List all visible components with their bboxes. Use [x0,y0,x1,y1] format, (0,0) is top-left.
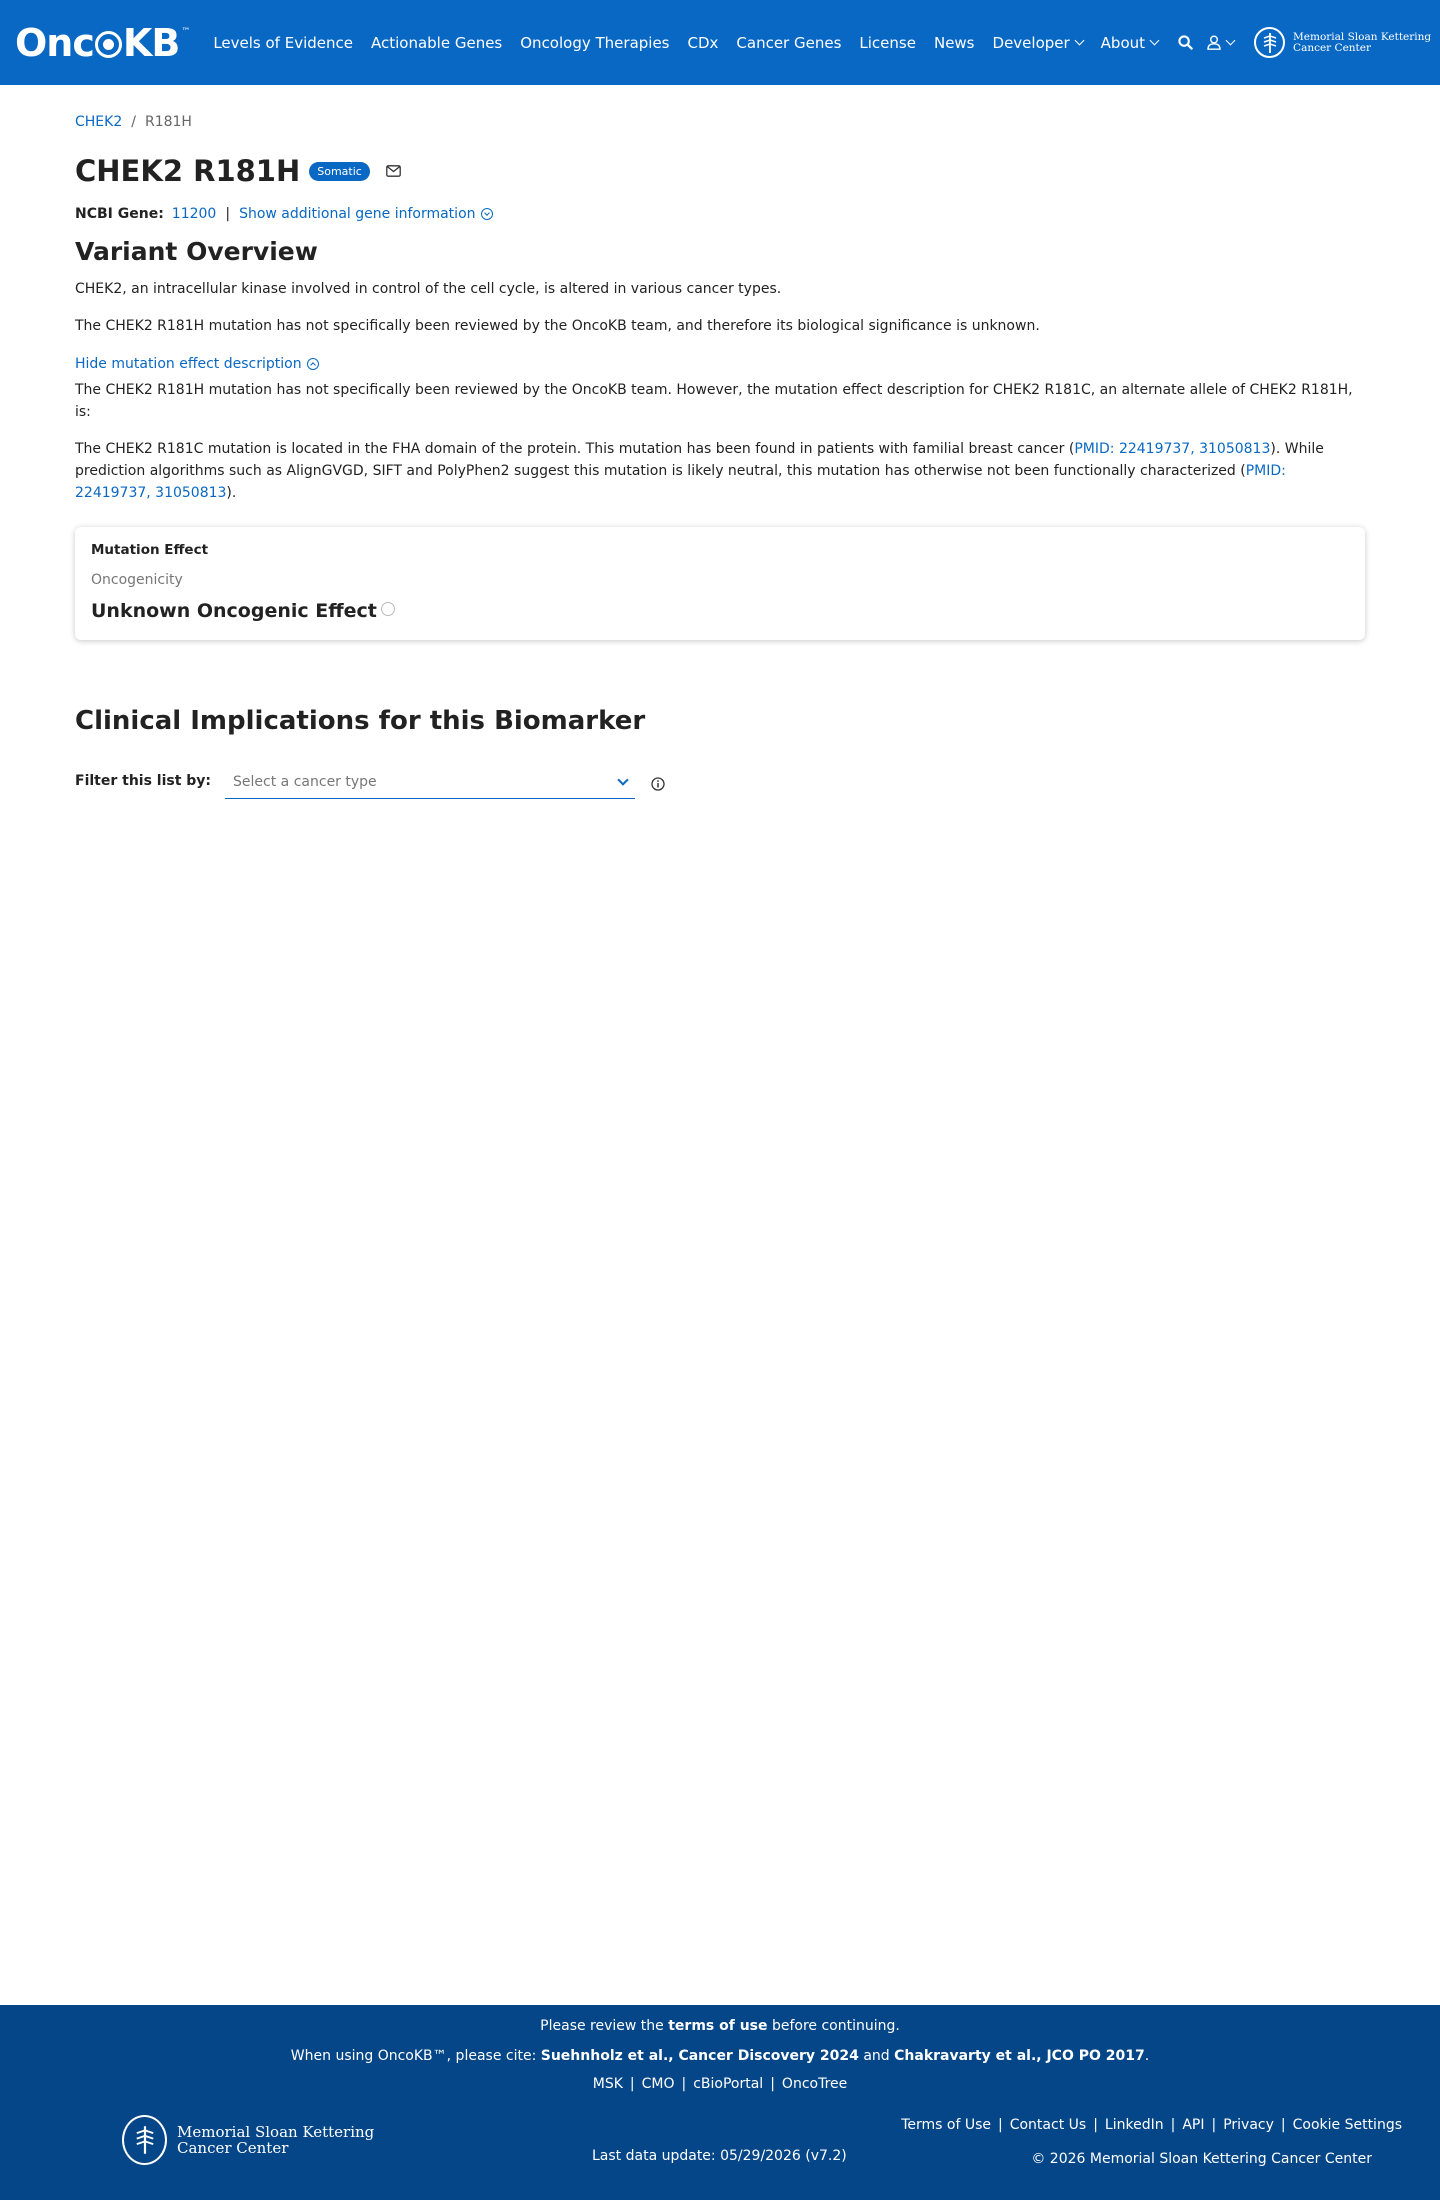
user-icon [1207,35,1221,50]
user-account-dropdown[interactable] [1207,35,1234,50]
mutation-effect-intro: The CHEK2 R181H mutation has not specifically been reviewed by the OncoKB team. However, the mutation effect description for CHEK2 R181C, an alternate allele of CHEK2 R181H, is: [75,382,1353,420]
cancer-type-placeholder: Select a cancer type [233,773,377,790]
breadcrumb [75,114,1365,130]
footer-msk-logo[interactable] [122,2115,374,2165]
separator: | [1211,2117,1217,2133]
filter-label: Filter this list by: [75,773,212,789]
clinical-implications-heading: Clinical Implications for this Biomarker [75,706,646,736]
citation-link-2[interactable]: Chakravarty et al., JCO PO 2017 [894,2048,1145,2064]
hide-mutation-effect-toggle[interactable] [75,356,319,372]
ncbi-gene-label: NCBI Gene: [75,206,164,222]
nav-cdx[interactable]: CDx [687,33,719,52]
mutation-effect-description [75,438,1365,504]
terms-of-use-link[interactable]: terms of use [668,2018,768,2034]
separator: | [1093,2117,1098,2133]
ncbi-gene-id-link[interactable]: 11200 [171,206,217,222]
citation-link-1[interactable]: Suehnholz et al., Cancer Discovery 2024 [540,2048,859,2064]
main-content [75,114,1365,799]
footer-msk-line1: Memorial Sloan Kettering [177,2123,375,2141]
citation-and: and [858,2048,895,2064]
oncogenicity-value-text: Unknown Oncogenic Effect [91,600,377,622]
nav-license[interactable]: License [859,33,916,52]
separator: | [998,2117,1003,2133]
chevron-down-icon [1226,36,1236,46]
msk-line2: Cancer Center [1293,41,1372,54]
mutation-effect-card [75,527,1365,640]
separator: | [1280,2117,1286,2133]
nav-levels-of-evidence[interactable]: Levels of Evidence [213,33,353,52]
footer-link-cbioportal[interactable]: cBioPortal [693,2076,764,2092]
desc-part-2: ). While prediction algorithms such as AlignGVGD, SIFT and PolyPhen2 suggest this mutation is likely neutral, this mutation has otherwise not been functionally characterized ( [75,441,1324,479]
separator: | [770,2076,775,2092]
hide-mutation-effect-label: Hide mutation effect description [75,356,302,372]
somatic-badge: Somatic [309,162,370,181]
breadcrumb-separator: / [131,114,136,130]
pmid-link-1[interactable]: PMID: 22419737, 31050813 [1074,441,1271,457]
last-data-update: Last data update: 05/29/2026 (v7.2) [592,2148,847,2164]
footer-partner-links [0,2076,1440,2092]
pmid-link-2[interactable]: PMID: 22419737, 31050813 [75,463,1286,501]
footer-msk-line2: Cancer Center [177,2139,289,2157]
msk-emblem-icon [1254,27,1285,58]
ncbi-separator: | [225,206,231,222]
desc-part-1: The CHEK2 R181C mutation is located in the FHA domain of the protein. This mutation has been found in patients with familial breast cancer ( [75,441,1075,457]
footer-terms-link[interactable]: Terms of Use [901,2117,991,2133]
footer-legal-links [901,2117,1402,2133]
chevron-circle-up-icon [307,358,319,370]
footer-link-msk[interactable]: MSK [592,2076,623,2092]
breadcrumb-gene-link[interactable]: CHEK2 [75,114,123,130]
logo-text-end: KB [122,20,180,65]
nav-developer-dropdown[interactable] [993,34,1083,52]
nav-about-label: About [1100,33,1146,52]
info-icon[interactable] [651,777,665,791]
citation-end: . [1144,2048,1150,2064]
msk-emblem-icon [122,2115,167,2165]
oncogenicity-value [91,600,1349,622]
show-gene-info-toggle[interactable] [239,206,492,222]
footer-citation [0,2048,1440,2064]
footer-contact-link[interactable]: Contact Us [1009,2117,1087,2133]
chevron-circle-down-icon [481,208,493,220]
footer-privacy-link[interactable]: Privacy [1223,2117,1274,2133]
title-row [75,154,1365,188]
chevron-down-icon [1150,36,1160,46]
nav-oncology-therapies[interactable]: Oncology Therapies [520,33,670,52]
variant-overview-heading: Variant Overview [75,237,318,266]
msk-line1: Memorial Sloan Kettering [1293,30,1432,43]
footer-msk-logo-text [177,2124,374,2156]
msk-logo[interactable] [1254,27,1431,58]
oncogenicity-label: Oncogenicity [91,572,183,588]
desc-part-3: ). [226,485,237,501]
nav-developer-label: Developer [992,33,1070,52]
citation-pre: When using OncoKB™, please cite: [290,2048,541,2064]
nav-cancer-genes[interactable]: Cancer Genes [736,33,842,52]
oncogenicity-status-icon [381,602,395,616]
ncbi-gene-row [75,206,1365,222]
separator: | [1170,2117,1176,2133]
target-icon [95,31,122,58]
nav-actionable-genes[interactable]: Actionable Genes [370,33,503,52]
cancer-type-select[interactable] [225,765,635,799]
logo-text-start: Onc [15,20,94,65]
separator: | [681,2076,687,2092]
envelope-icon[interactable] [386,165,401,177]
cancer-type-filter [75,771,1365,799]
chevron-down-icon [617,774,628,785]
copyright: © 2026 Memorial Sloan Kettering Cancer Center [1031,2151,1372,2167]
footer-terms-notice [0,2018,1440,2034]
gene-summary: CHEK2, an intracellular kinase involved in control of the cell cycle, is altered in various cancer types. [75,281,782,297]
footer-cookie-settings-link[interactable]: Cookie Settings [1292,2117,1402,2133]
footer-link-oncotree[interactable]: OncoTree [781,2076,848,2092]
breadcrumb-alteration: R181H [144,114,192,130]
nav-icons [1178,35,1248,50]
msk-logo-text [1293,32,1431,54]
show-gene-info-label: Show additional gene information [239,206,476,222]
footer-linkedin-link[interactable]: LinkedIn [1104,2117,1164,2133]
chevron-down-icon [1074,36,1084,46]
nav-news[interactable]: News [933,33,975,52]
nav-links [213,34,1176,52]
variant-summary: The CHEK2 R181H mutation has not specifically been reviewed by the OncoKB team, and therefore its biological significance is unknown. [75,318,1040,334]
footer-api-link[interactable]: API [1182,2117,1205,2133]
footer-link-cmo[interactable]: CMO [641,2076,675,2092]
mutation-effect-heading: Mutation Effect [91,542,209,558]
nav-about-dropdown[interactable] [1101,34,1158,52]
search-icon[interactable] [1178,35,1193,50]
top-navbar [0,0,1440,85]
separator: | [629,2076,635,2092]
oncokb-logo[interactable] [15,21,189,65]
terms-notice-pre: Please review the [540,2018,669,2034]
footer [0,2005,1440,2200]
trademark: ™ [181,26,190,37]
terms-notice-post: before continuing. [767,2018,900,2034]
page-title: CHEK2 R181H [75,154,301,188]
